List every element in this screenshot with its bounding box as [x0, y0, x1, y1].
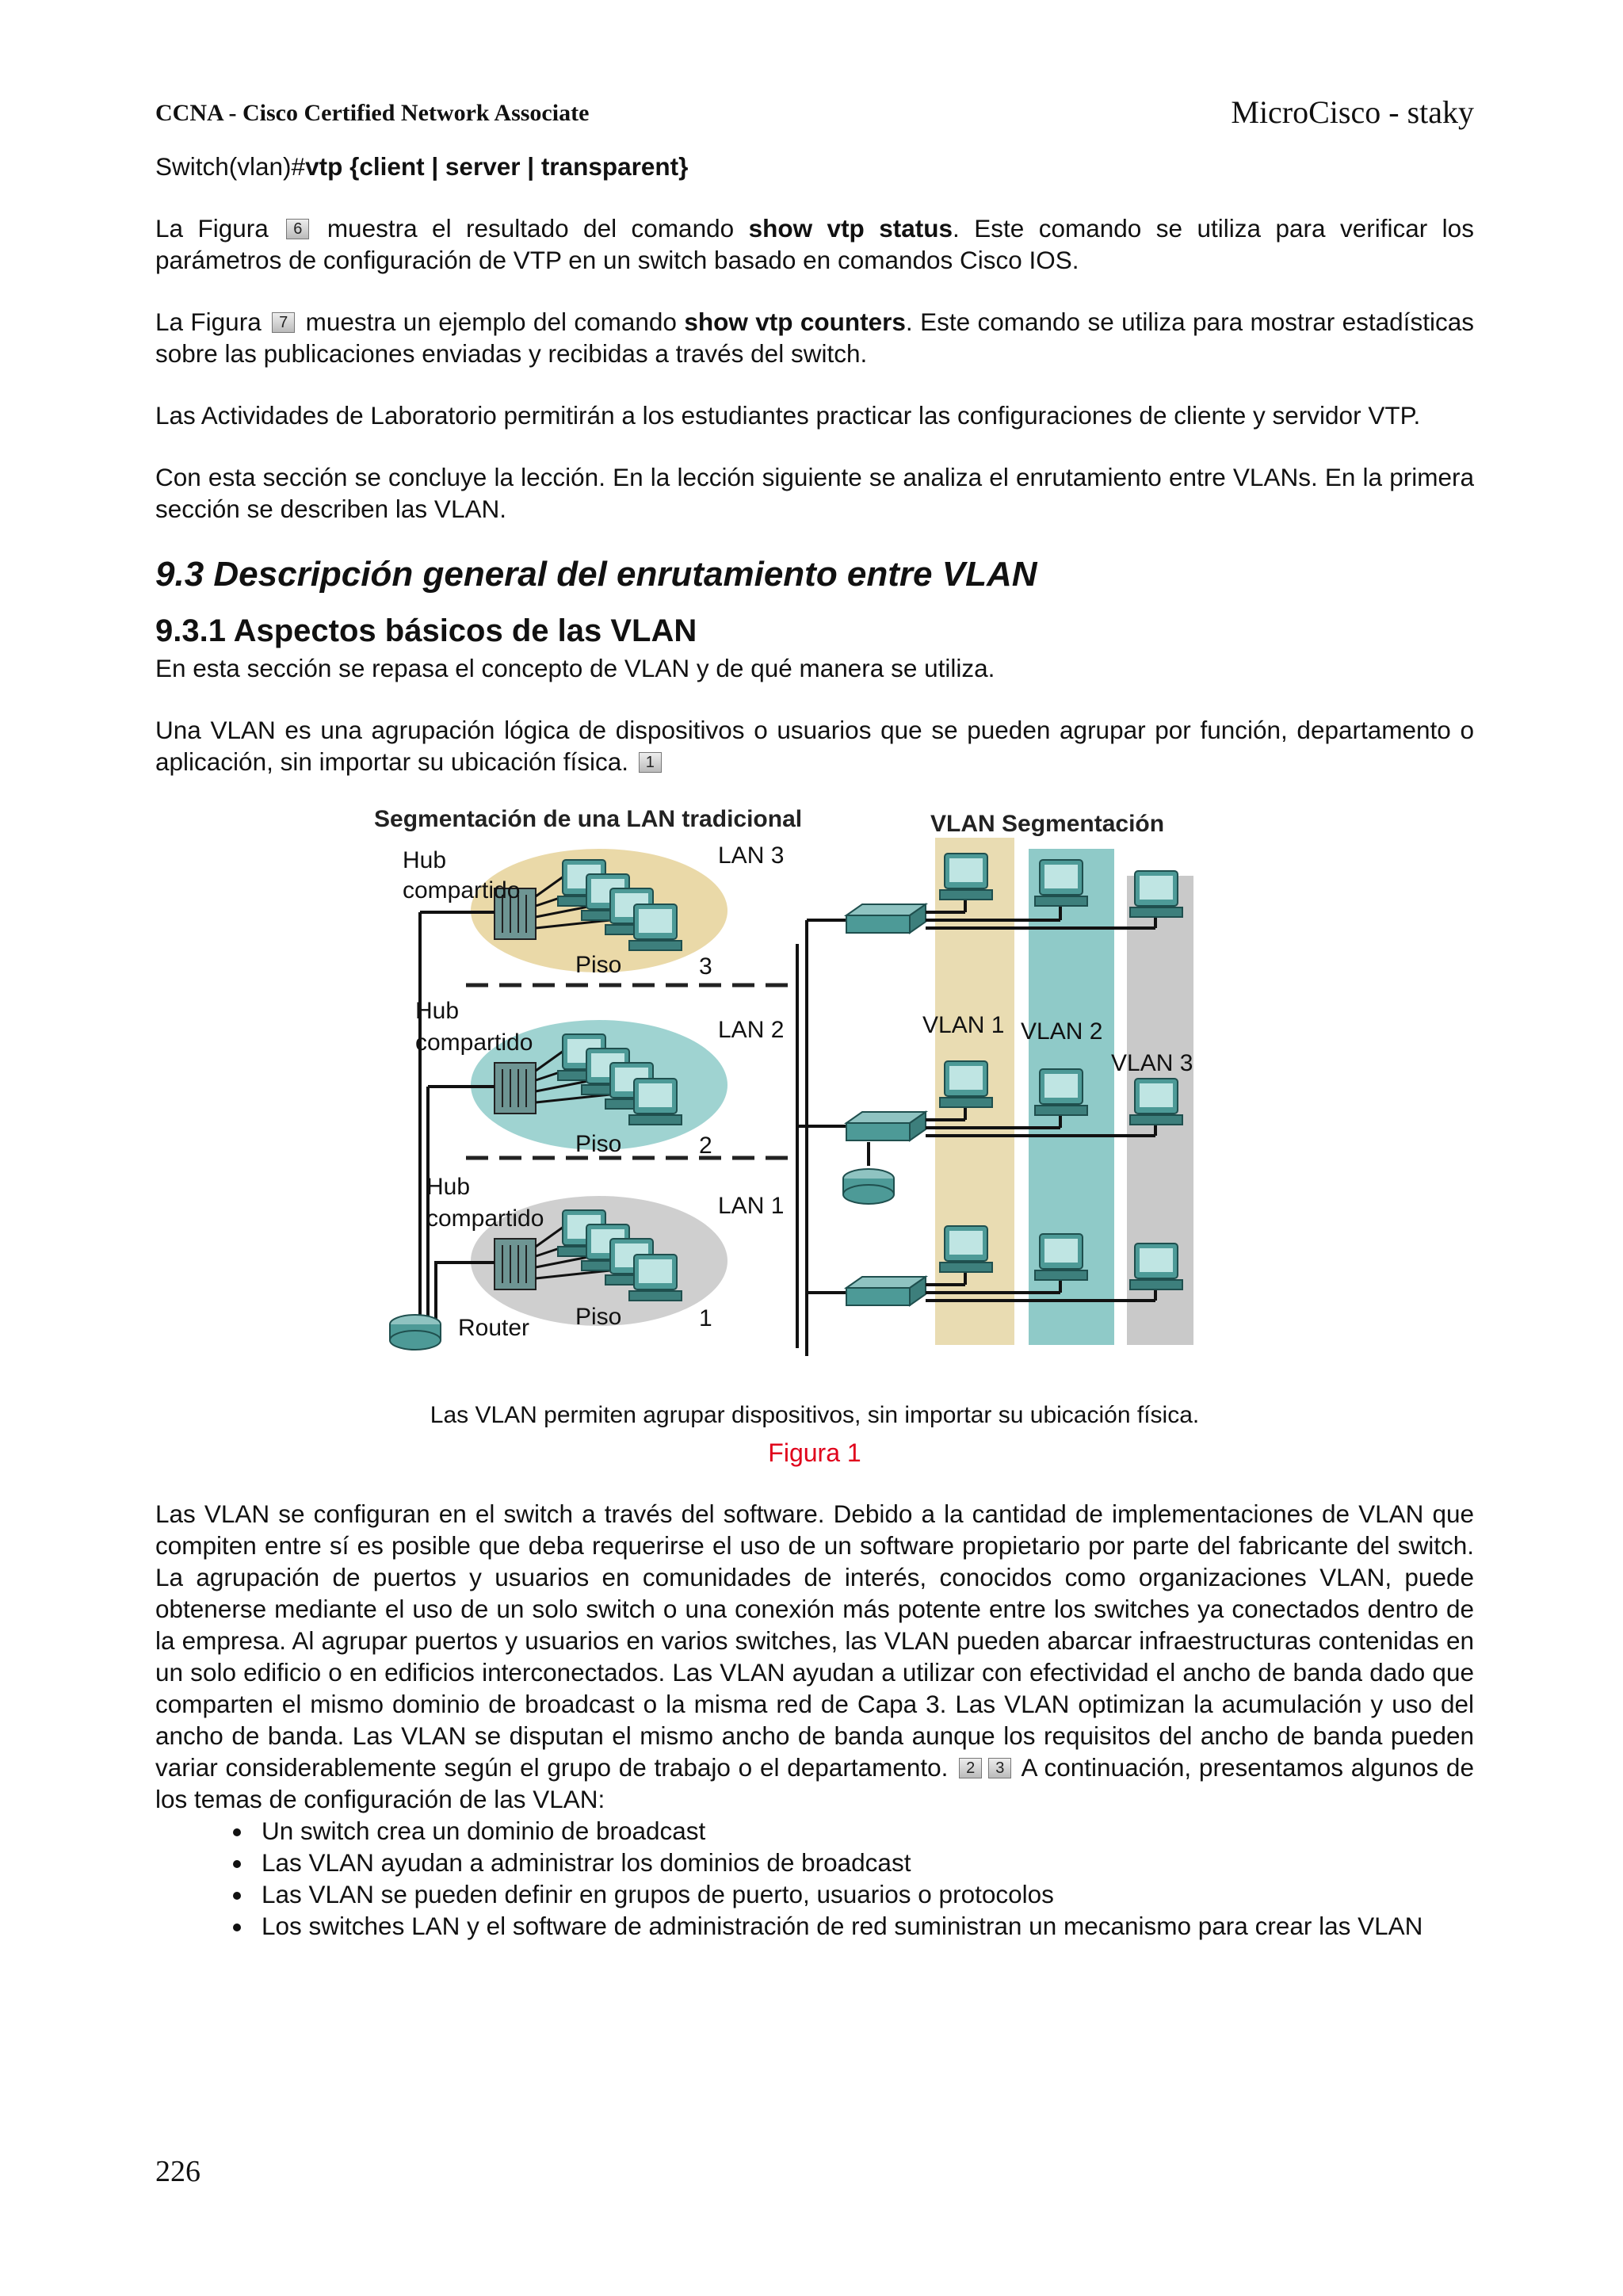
switch-middle-icon: [846, 1112, 926, 1140]
figure-ref-1[interactable]: 1: [639, 752, 662, 773]
hub-floor2-icon: [495, 1063, 536, 1114]
figure-vlan-segmentation: [355, 801, 1274, 1435]
piso-number: 3: [699, 953, 712, 980]
bullet-list: [155, 1815, 1474, 1942]
section-heading: 9.3 Descripción general del enrutamiento entre VLAN: [155, 555, 1037, 594]
figure-ref-6[interactable]: 6: [286, 219, 309, 239]
figure-title-seg: Segmentación: [1002, 811, 1165, 837]
piso-label: Piso: [575, 1131, 622, 1157]
header-title: CCNA - Cisco Certified Network Associate: [155, 100, 590, 126]
figure-ref-7[interactable]: 7: [272, 312, 295, 333]
figure-title-left: Segmentación de una LAN tradicional: [374, 806, 803, 832]
header-author: MicroCisco - staky: [1231, 94, 1474, 130]
router-middle-icon: [843, 1169, 894, 1204]
switch-bottom-icon: [846, 1277, 926, 1305]
figure-title-vlan: VLAN: [930, 811, 995, 837]
paragraph-figure-6: La Figura 6 muestra el resultado del comando show vtp status. Este comando se utiliza para verificar los parámetros de configuración de VTP en un switch basado en comandos Cisco IOS.: [155, 214, 1474, 274]
compartido-label: compartido: [426, 1205, 544, 1232]
hub-floor1-icon: [495, 1239, 536, 1289]
lan2-label: LAN 2: [718, 1017, 785, 1043]
figure-caption: Las VLAN permiten agrupar dispositivos, sin importar su ubicación física.: [430, 1402, 1200, 1428]
vlan3-label: VLAN 3: [1111, 1050, 1193, 1076]
list-item: • Los switches LAN y el software de administración de red suministran un mecanismo para crear las VLAN: [254, 1910, 1474, 1942]
paragraph-conclusion: Con esta sección se concluye la lección. En la lección siguiente se analiza el enrutamiento entre VLANs. En la primera sección se describen las VLAN.: [155, 463, 1474, 523]
compartido-label: compartido: [403, 877, 521, 904]
vlan1-label: VLAN 1: [922, 1012, 1005, 1038]
subsection-heading: 9.3.1 Aspectos básicos de las VLAN: [155, 613, 697, 648]
page-content: [155, 151, 1474, 1942]
hub-label: Hub: [403, 847, 447, 873]
hub-label: Hub: [415, 998, 460, 1024]
command-line: Switch(vlan)#vtp {client | server | transparent}: [155, 152, 689, 181]
list-item: • Las VLAN se pueden definir en grupos de puerto, usuarios o protocolos: [254, 1878, 1474, 1910]
figure-ref-3[interactable]: 3: [988, 1758, 1011, 1778]
vlan-diagram: [355, 801, 1274, 1435]
piso-number: 2: [699, 1133, 712, 1159]
paragraph-figure-7: La Figura 7 muestra un ejemplo del comando show vtp counters. Este comando se utiliza para mostrar estadísticas sobre las publicaciones enviadas y recibidas a través del switch.: [155, 308, 1474, 368]
paragraph-vlan-definition: Una VLAN es una agrupación lógica de dispositivos o usuarios que se pueden agrupar por función, departamento o aplicación, sin importar su ubicación física. 1: [155, 716, 1474, 776]
paragraph-labs: Las Actividades de Laboratorio permitirán a los estudiantes practicar las configuraciones de cliente y servidor VTP.: [155, 401, 1421, 430]
router-label: Router: [458, 1315, 530, 1341]
page-number: 226: [155, 2155, 200, 2188]
hub-label: Hub: [426, 1174, 471, 1200]
piso-number: 1: [699, 1305, 712, 1331]
piso-label: Piso: [575, 952, 622, 978]
lan1-label: LAN 1: [718, 1193, 785, 1219]
list-item: • Un switch crea un dominio de broadcast: [254, 1815, 1474, 1847]
paragraph-vlan-config: Las VLAN se configuran en el switch a través del software. Debido a la cantidad de implementaciones de VLAN que compiten entre sí es posible que deba requerirse el uso de un software propietario por parte del fabricante del switch. La agrupación de puertos y usuarios en comunidades de interés, conocidos como organizaciones VLAN, puede obtenerse mediante el uso de un solo switch o una conexión más potente entre los switches ya conectados dentro de la empresa. Al agrupar puertos y usuarios en varios switches, las VLAN pueden abarcar infraestructuras contenidas en un solo edificio o en edificios interconectados. Las VLAN ayudan a utilizar con efectividad el ancho de banda dado que comparten el mismo dominio de broadcast o la misma red de Capa 3. Las VLAN optimizan la acumulación y uso del ancho de banda. Las VLAN se disputan el mismo ancho de banda aunque los requisitos del ancho de banda pueden variar considerablemente según el grupo de trabajo o el departamento. 2 3 A continuación, presentamos algunos de los temas de configuración de las VLAN:: [155, 1499, 1474, 1813]
vlan2-label: VLAN 2: [1021, 1018, 1103, 1045]
router-icon: [390, 1315, 441, 1350]
switch-top-icon: [846, 904, 926, 933]
lan3-label: LAN 3: [718, 842, 785, 869]
piso-label: Piso: [575, 1304, 622, 1330]
compartido-label: compartido: [415, 1030, 533, 1056]
figure-label: Figura 1: [768, 1438, 861, 1467]
list-item: • Las VLAN ayudan a administrar los dominios de broadcast: [254, 1847, 1474, 1878]
figure-ref-2[interactable]: 2: [959, 1758, 982, 1778]
paragraph-intro: En esta sección se repasa el concepto de VLAN y de qué manera se utiliza.: [155, 654, 995, 682]
